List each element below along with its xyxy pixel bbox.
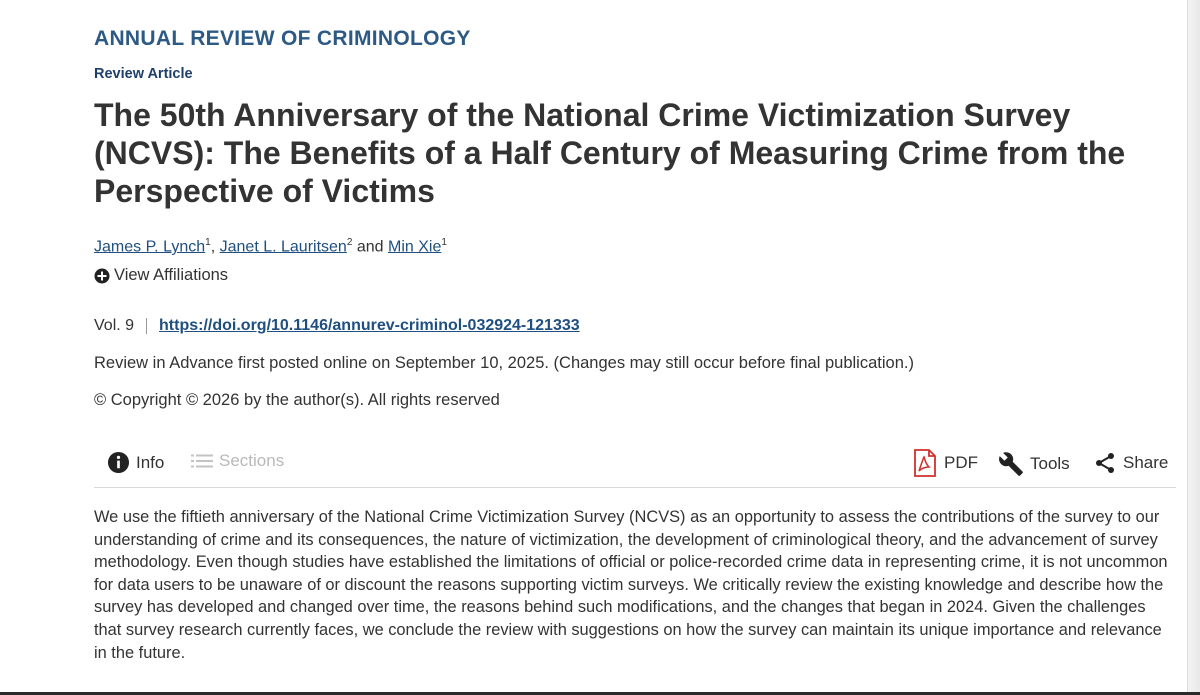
article-toolbar (94, 443, 1176, 488)
pdf-icon (912, 449, 938, 477)
copyright-notice: © Copyright © 2026 by the author(s). All rights reserved (94, 391, 500, 409)
pdf-label: PDF (944, 453, 978, 472)
author-link-lauritsen[interactable]: Janet L. Lauritsen (219, 238, 347, 256)
author-link-xie[interactable]: Min Xie (387, 238, 442, 256)
info-icon (107, 451, 130, 474)
divider (146, 318, 147, 334)
advance-notice: Review in Advance first posted online on September 10, 2025. (Changes may still occur before final publication.) (94, 354, 914, 372)
doi-link[interactable]: https://doi.org/10.1146/annurev-criminol-032924-121333 (159, 317, 580, 334)
share-icon (1093, 451, 1117, 475)
article-type: Review Article (94, 66, 193, 82)
author-affil-sup: 2 (346, 237, 353, 248)
wrench-icon (998, 451, 1024, 477)
pdf-button[interactable] (912, 449, 978, 477)
author-affil-sup: 1 (441, 237, 447, 248)
citation-line (94, 317, 580, 335)
tools-label: Tools (1030, 454, 1070, 473)
scrollbar-track[interactable] (1187, 0, 1200, 695)
author-separator: and (352, 238, 388, 256)
info-label: Info (136, 452, 165, 472)
article-title: The 50th Anniversary of the National Crime Victimization Survey (NCVS): The Benefits of a Half Century of Measuring Crime from the Perspective of Victims (94, 97, 1126, 209)
author-affil-sup: 1 (205, 237, 211, 248)
sections-tab[interactable] (191, 451, 284, 471)
sections-label: Sections (219, 451, 285, 470)
view-affiliations-toggle[interactable] (94, 266, 228, 285)
share-label: Share (1123, 453, 1169, 472)
journal-name[interactable]: ANNUAL REVIEW OF CRIMINOLOGY (94, 27, 471, 50)
view-affiliations-label: View Affiliations (114, 266, 229, 284)
share-button[interactable] (1093, 451, 1168, 475)
info-tab[interactable] (107, 451, 164, 474)
abstract-text: We use the fiftieth anniversary of the National Crime Victimization Survey (NCVS) as an opportunity to assess the contributions of the survey to our understanding of crime and its consequences, the nature of victimization, the development of criminological theory, and the advancement of survey methodology. Even though studies have established the limitations of official or police-recorded crime data in representing crime, it is not uncommon for data users to be unaware of or discount the reasons supporting victim surveys. We critically review the existing knowledge and describe how the survey has developed and changed over time, the reasons behind such modifications, and the changes that began in 2024. Given the challenges that survey research currently faces, we conclude the review with suggestions on how the survey can maintain its unique importance and relevance in the future. (94, 508, 1168, 662)
tools-button[interactable] (998, 451, 1070, 477)
volume-label: Vol. 9 (94, 317, 135, 334)
author-separator: , (210, 238, 220, 256)
author-list (94, 237, 447, 256)
plus-circle-icon (94, 268, 110, 284)
list-icon (191, 453, 213, 469)
author-link-lynch[interactable]: James P. Lynch (94, 238, 206, 256)
